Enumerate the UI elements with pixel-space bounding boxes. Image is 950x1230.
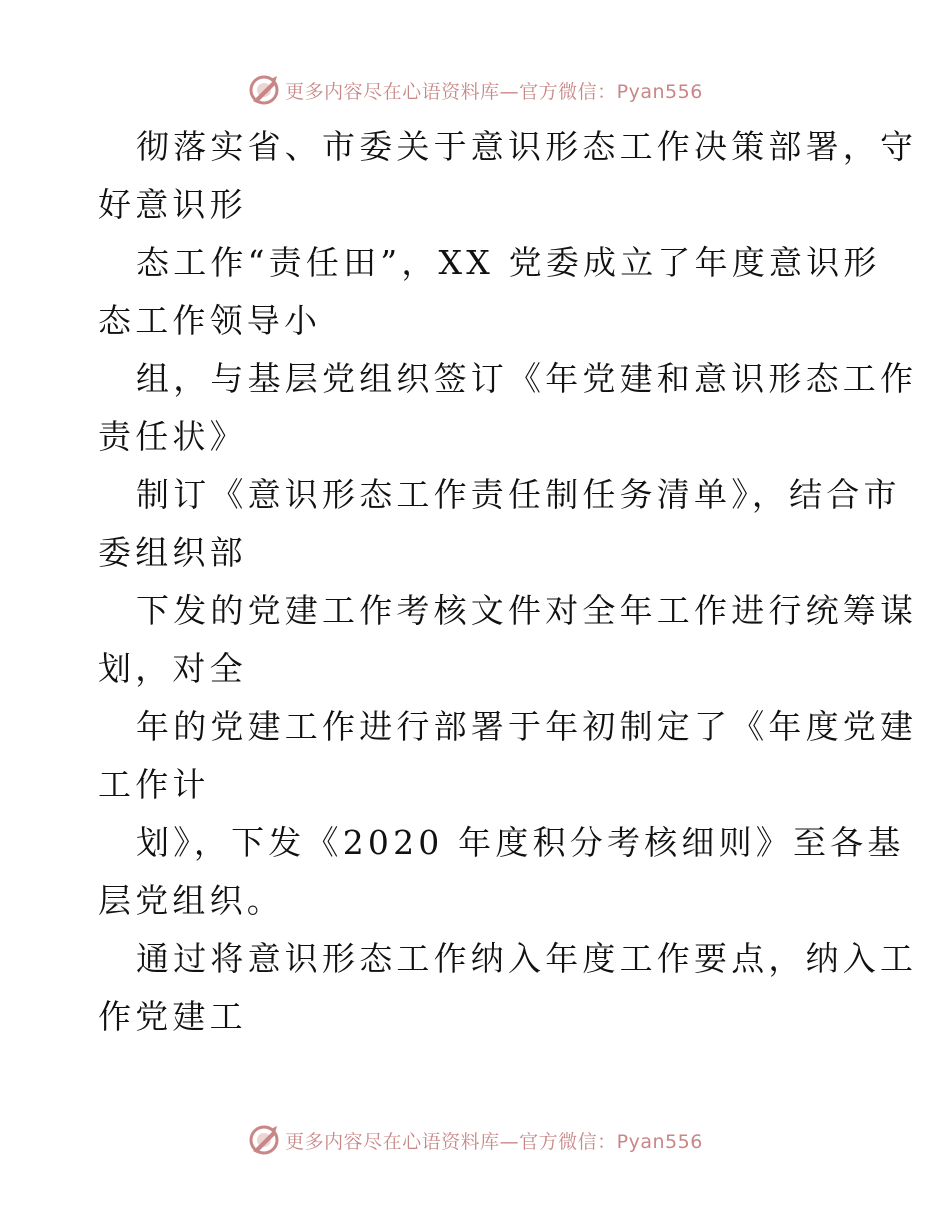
paragraph-line: 层党组织。: [98, 881, 284, 920]
document-body: [98, 118, 918, 1046]
paragraph-line: 委组织部: [98, 533, 247, 572]
paragraph-line: 态工作领导小: [98, 301, 322, 340]
paragraph: [98, 930, 918, 1046]
paragraph-line: 下发的党建工作考核文件对全年工作进行统筹谋: [136, 591, 918, 630]
header-banner: [0, 70, 950, 110]
paragraph-line: 划，对全: [98, 649, 247, 688]
paragraph: [98, 118, 918, 234]
paragraph-line: 制订《意识形态工作责任制任务清单》，结合市: [136, 475, 901, 514]
paragraph-line: 彻落实省、市委关于意识形态工作决策部署，守: [136, 127, 918, 166]
paragraph: [98, 582, 918, 698]
paragraph: [98, 814, 905, 930]
paragraph-line: 年的党建工作进行部署于年初制定了《年度党建: [136, 707, 918, 746]
paragraph: [98, 350, 918, 466]
paragraph-line: 组，与基层党组织签订《年党建和意识形态工作: [136, 359, 918, 398]
paragraph: [98, 698, 918, 814]
quill-seal-icon: [247, 1123, 281, 1157]
paragraph-line: 态工作“责任田”，XX 党委成立了年度意识形: [136, 243, 881, 282]
paragraph: [98, 234, 881, 350]
paragraph-line: 工作计: [98, 765, 210, 804]
header-banner-text: 更多内容尽在心语资料库—官方微信：Pyan556: [285, 80, 703, 103]
paragraph-line: 好意识形: [98, 185, 247, 224]
footer-banner: [0, 1120, 950, 1160]
paragraph-line: 通过将意识形态工作纳入年度工作要点，纳入工: [136, 939, 918, 978]
paragraph-line: 责任状》: [98, 417, 247, 456]
quill-seal-icon: [247, 73, 281, 107]
paragraph-line: 划》，下发《2020 年度积分考核细则》至各基: [136, 823, 905, 862]
paragraph: [98, 466, 901, 582]
footer-banner-text: 更多内容尽在心语资料库—官方微信：Pyan556: [285, 1130, 703, 1153]
paragraph-line: 作党建工: [98, 997, 247, 1036]
